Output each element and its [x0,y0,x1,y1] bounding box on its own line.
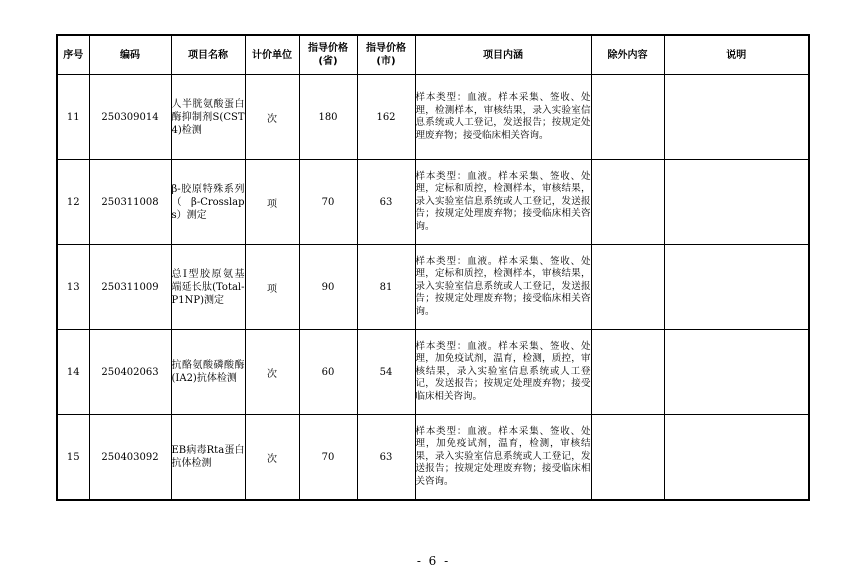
price-table [56,34,810,501]
cell-unit: 次 [245,75,299,160]
cell-index: 12 [57,160,89,245]
cell-price-city: 81 [357,245,415,330]
cell-index: 14 [57,330,89,415]
cell-price-province: 90 [299,245,357,330]
cell-content: 样本类型：血液。样本采集、签收、处理，检测样本，审核结果，录入实验室信息系统或人工登记，发送报告；按规定处理废弃物；接受临床相关咨询。 [415,75,591,160]
cell-notes [664,245,809,330]
cell-exclusions [591,415,664,501]
header-content: 项目内涵 [415,35,591,75]
cell-price-province: 180 [299,75,357,160]
cell-notes [664,160,809,245]
table-row [57,75,809,160]
cell-notes [664,75,809,160]
table-row [57,245,809,330]
header-index: 序号 [57,35,89,75]
cell-notes [664,415,809,501]
header-price-city: 指导价格 (市) [357,35,415,75]
cell-exclusions [591,245,664,330]
header-name: 项目名称 [171,35,245,75]
cell-price-province: 60 [299,330,357,415]
cell-code: 250402063 [89,330,171,415]
table-row [57,330,809,415]
cell-notes [664,330,809,415]
cell-index: 13 [57,245,89,330]
table-row [57,160,809,245]
cell-index: 11 [57,75,89,160]
cell-code: 250309014 [89,75,171,160]
cell-name: 人半胱氨酸蛋白酶抑制剂S(CST4)检测 [171,75,245,160]
cell-unit: 项 [245,160,299,245]
table-row [57,415,809,501]
cell-code: 250403092 [89,415,171,501]
header-notes: 说明 [664,35,809,75]
cell-name: 总Ⅰ型胶原氨基端延长肽(Total-P1NP)测定 [171,245,245,330]
cell-name: EB病毒Rta蛋白抗体检测 [171,415,245,501]
page-number: - 6 - [416,554,451,568]
cell-exclusions [591,330,664,415]
cell-price-province: 70 [299,160,357,245]
cell-exclusions [591,160,664,245]
header-exclusions: 除外内容 [591,35,664,75]
cell-index: 15 [57,415,89,501]
header-price-province: 指导价格 (省) [299,35,357,75]
cell-name: 抗酪氨酸磷酸酶(IA2)抗体检测 [171,330,245,415]
cell-content: 样本类型：血液。样本采集、签收、处理，定标和质控，检测样本，审核结果，录入实验室信息系统或人工登记，发送报告；按规定处理废弃物；接受临床相关咨询。 [415,160,591,245]
cell-price-province: 70 [299,415,357,501]
header-code: 编码 [89,35,171,75]
cell-unit: 次 [245,330,299,415]
cell-price-city: 162 [357,75,415,160]
cell-content: 样本类型：血液。样本采集、签收、处理，加免疫试剂，温育，检测，审核结果，录入实验室信息系统或人工登记，发送报告；按规定处理废弃物；接受临床相关咨询。 [415,415,591,501]
cell-code: 250311008 [89,160,171,245]
cell-code: 250311009 [89,245,171,330]
cell-price-city: 63 [357,160,415,245]
cell-price-city: 54 [357,330,415,415]
cell-content: 样本类型：血液。样本采集、签收、处理，定标和质控，检测样本，审核结果，录入实验室信息系统或人工登记，发送报告；按规定处理废弃物；接受临床相关咨询。 [415,245,591,330]
header-row [57,35,809,75]
cell-exclusions [591,75,664,160]
cell-content: 样本类型：血液。样本采集、签收、处理，加免疫试剂，温育，检测，质控，审核结果，录入实验室信息系统或人工登记，发送报告；按规定处理废弃物；接受临床相关咨询。 [415,330,591,415]
cell-unit: 项 [245,245,299,330]
header-unit: 计价单位 [245,35,299,75]
cell-unit: 次 [245,415,299,501]
cell-price-city: 63 [357,415,415,501]
table-body [57,75,809,501]
cell-name: β-胶原特殊系列（β-Crosslaps）测定 [171,160,245,245]
